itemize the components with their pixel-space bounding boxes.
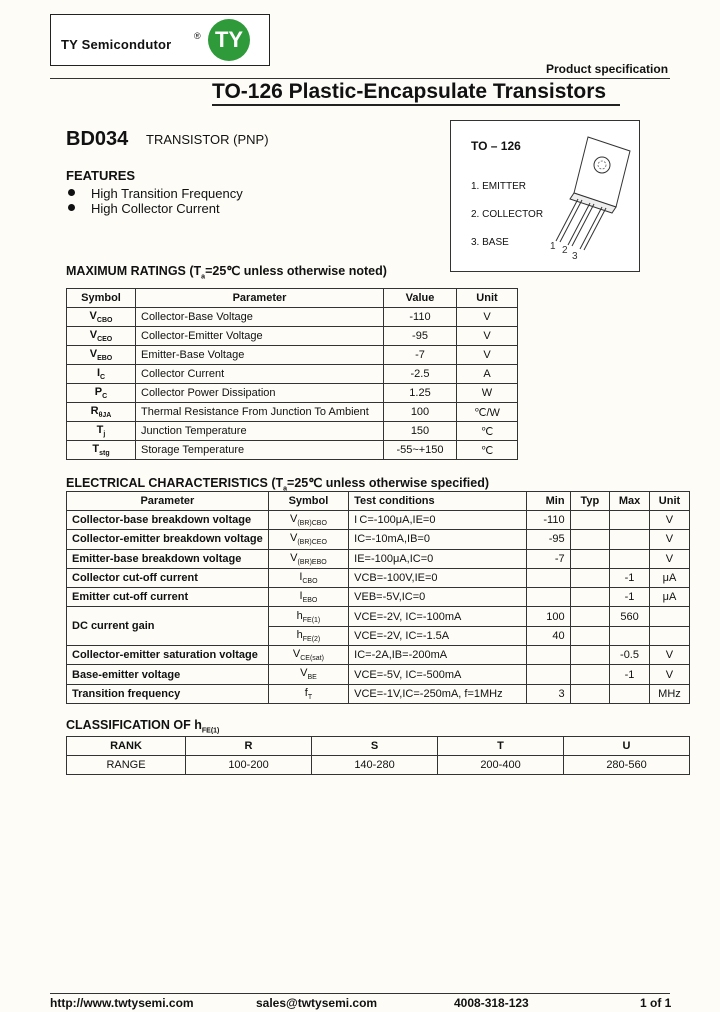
symbol-cell: $I_{CBO}$ — [268, 568, 348, 587]
table-row — [67, 737, 690, 756]
condition-cell: VCE=-2V, IC=-100mA — [349, 607, 527, 626]
max-ratings-heading: MAXIMUM RATINGS ($T_a=25℃$ unless otherwise noted) — [66, 264, 387, 281]
min-cell: 40 — [527, 626, 570, 645]
pin-label: 2. COLLECTOR — [471, 209, 544, 220]
max-cell: 560 — [610, 607, 650, 626]
max-cell — [610, 684, 650, 703]
symbol-cell: $I_C$ — [67, 365, 136, 384]
symbol-cell: $V_{(BR)CBO}$ — [268, 511, 348, 530]
logo-mark: TY — [208, 19, 250, 61]
package-diagram — [450, 120, 640, 272]
column-header: Test conditions — [349, 492, 527, 511]
electrical-characteristics-table — [66, 491, 690, 704]
product-specification-label: Product specification — [546, 62, 669, 76]
pin-label: 1. EMITTER — [471, 181, 527, 192]
unit-cell — [649, 626, 689, 645]
column-header: Min — [527, 492, 570, 511]
symbol-cell: $V_{(BR)CEO}$ — [268, 530, 348, 549]
value-cell: 150 — [384, 422, 457, 441]
symbol-cell: $I_{EBO}$ — [268, 588, 348, 607]
condition-cell: VCE=-5V, IC=-500mA — [349, 665, 527, 684]
min-cell: -7 — [527, 549, 570, 568]
table-row — [67, 346, 518, 365]
max-cell — [610, 549, 650, 568]
electrical-characteristics-heading: ELECTRICAL CHARACTERISTICS ($T_a=25℃$ unless otherwise specified) — [66, 476, 490, 493]
unit-cell: MHz — [649, 684, 689, 703]
parameter-cell: Thermal Resistance From Junction To Ambient — [136, 403, 384, 422]
logo-text: TY Semicondutor — [61, 37, 172, 52]
typ-cell — [570, 607, 610, 626]
min-cell — [527, 646, 570, 665]
table-row — [67, 568, 690, 587]
column-header: Value — [384, 289, 457, 308]
table-row — [67, 588, 690, 607]
value-cell: -110 — [384, 308, 457, 327]
max-cell: -1 — [610, 665, 650, 684]
typ-cell — [570, 588, 610, 607]
symbol-cell: $T_j$ — [67, 422, 136, 441]
unit-cell: A — [457, 365, 518, 384]
column-header: Unit — [457, 289, 518, 308]
bullet-icon — [68, 189, 75, 196]
parameter-cell: DC current gain — [67, 607, 269, 646]
unit-cell: ℃ — [457, 422, 518, 441]
column-header: Max — [610, 492, 650, 511]
unit-cell: V — [457, 308, 518, 327]
rank-cell: R — [186, 737, 312, 756]
parameter-cell: Transition frequency — [67, 684, 269, 703]
value-cell: -95 — [384, 327, 457, 346]
symbol-cell: $V_{CEO}$ — [67, 327, 136, 346]
min-cell: 100 — [527, 607, 570, 626]
unit-cell: μA — [649, 568, 689, 587]
condition-cell: IE=-100μA,IC=0 — [349, 549, 527, 568]
max-cell: -1 — [610, 588, 650, 607]
pin-number-1: 1 — [550, 241, 556, 252]
max-cell — [610, 511, 650, 530]
table-row — [67, 511, 690, 530]
classification-table — [66, 736, 690, 775]
unit-cell: ℃/W — [457, 403, 518, 422]
column-header: Parameter — [67, 492, 269, 511]
parameter-cell: Collector-emitter breakdown voltage — [67, 530, 269, 549]
range-cell: 140-280 — [312, 756, 438, 775]
max-cell: -1 — [610, 568, 650, 587]
condition-cell: IC=-2A,IB=-200mA — [349, 646, 527, 665]
condition-cell: VEB=-5V,IC=0 — [349, 588, 527, 607]
parameter-cell: Base-emitter voltage — [67, 665, 269, 684]
unit-cell: V — [649, 665, 689, 684]
range-cell: 280-560 — [564, 756, 690, 775]
table-row — [67, 403, 518, 422]
condition-cell: VCB=-100V,IE=0 — [349, 568, 527, 587]
range-cell: 200-400 — [438, 756, 564, 775]
table-row — [67, 665, 690, 684]
footer-phone: 4008-318-123 — [454, 996, 529, 1010]
max-cell: -0.5 — [610, 646, 650, 665]
parameter-cell: Storage Temperature — [136, 441, 384, 460]
table-row — [67, 684, 690, 703]
column-header: Symbol — [268, 492, 348, 511]
symbol-cell: $V_{EBO}$ — [67, 346, 136, 365]
symbol-cell: $V_{CE(sat)}$ — [268, 646, 348, 665]
condition-cell: I C=-100μA,IE=0 — [349, 511, 527, 530]
max-cell — [610, 530, 650, 549]
rank-cell: U — [564, 737, 690, 756]
classification-heading: CLASSIFICATION OF $h_{FE(1)}$ — [66, 718, 220, 735]
range-cell: 100-200 — [186, 756, 312, 775]
value-cell: -55~+150 — [384, 441, 457, 460]
pin-number-2: 2 — [562, 245, 568, 256]
table-row — [67, 422, 518, 441]
unit-cell: ℃ — [457, 441, 518, 460]
part-number: BD034 — [66, 128, 129, 150]
symbol-cell: $h_{FE(2)}$ — [268, 626, 348, 645]
parameter-cell: Collector-Emitter Voltage — [136, 327, 384, 346]
unit-cell: W — [457, 384, 518, 403]
bullet-icon — [68, 204, 75, 211]
parameter-cell: Collector-Base Voltage — [136, 308, 384, 327]
min-cell: -110 — [527, 511, 570, 530]
table-row — [67, 308, 518, 327]
rank-cell: S — [312, 737, 438, 756]
value-cell: -2.5 — [384, 365, 457, 384]
parameter-cell: Emitter-Base Voltage — [136, 346, 384, 365]
typ-cell — [570, 549, 610, 568]
features-heading: FEATURES — [66, 168, 136, 183]
unit-cell: V — [457, 346, 518, 365]
symbol-cell: $f_T$ — [268, 684, 348, 703]
footer-divider — [50, 993, 670, 994]
title-underline — [212, 104, 620, 106]
table-row — [67, 365, 518, 384]
parameter-cell: Junction Temperature — [136, 422, 384, 441]
condition-cell: VCE=-2V, IC=-1.5A — [349, 626, 527, 645]
company-logo — [50, 14, 270, 66]
column-header: Typ — [570, 492, 610, 511]
column-header: Symbol — [67, 289, 136, 308]
footer-url-link[interactable]: http://www.twtysemi.com — [50, 996, 194, 1010]
parameter-cell: Collector-base breakdown voltage — [67, 511, 269, 530]
condition-cell: VCE=-1V,IC=-250mA, f=1MHz — [349, 684, 527, 703]
range-label: RANGE — [67, 756, 186, 775]
max-cell — [610, 626, 650, 645]
symbol-cell: $V_{BE}$ — [268, 665, 348, 684]
value-cell: -7 — [384, 346, 457, 365]
symbol-cell: $V_{(BR)EBO}$ — [268, 549, 348, 568]
package-name: TO – 126 — [471, 139, 521, 153]
symbol-cell: $T_{stg}$ — [67, 441, 136, 460]
page-title: TO-126 Plastic-Encapsulate Transistors — [212, 80, 607, 103]
unit-cell: μA — [649, 588, 689, 607]
typ-cell — [570, 530, 610, 549]
symbol-cell: $P_C$ — [67, 384, 136, 403]
parameter-cell: Collector cut-off current — [67, 568, 269, 587]
part-type: TRANSISTOR (PNP) — [146, 132, 269, 147]
typ-cell — [570, 646, 610, 665]
min-cell: 3 — [527, 684, 570, 703]
parameter-cell: Collector Power Dissipation — [136, 384, 384, 403]
pin-number-3: 3 — [572, 251, 578, 262]
value-cell: 100 — [384, 403, 457, 422]
condition-cell: IC=-10mA,IB=0 — [349, 530, 527, 549]
feature-item: High Transition Frequency — [68, 186, 243, 201]
value-cell: 1.25 — [384, 384, 457, 403]
table-row — [67, 549, 690, 568]
feature-item: High Collector Current — [68, 201, 220, 216]
unit-cell: V — [457, 327, 518, 346]
symbol-cell: $h_{FE(1)}$ — [268, 607, 348, 626]
unit-cell: V — [649, 549, 689, 568]
parameter-cell: Collector-emitter saturation voltage — [67, 646, 269, 665]
parameter-cell: Emitter cut-off current — [67, 588, 269, 607]
min-cell: -95 — [527, 530, 570, 549]
unit-cell: V — [649, 511, 689, 530]
typ-cell — [570, 568, 610, 587]
unit-cell: V — [649, 646, 689, 665]
footer-email-link[interactable]: sales@twtysemi.com — [256, 996, 378, 1010]
table-row — [67, 607, 690, 626]
typ-cell — [570, 626, 610, 645]
registered-mark: ® — [194, 31, 201, 41]
parameter-cell: Collector Current — [136, 365, 384, 384]
typ-cell — [570, 511, 610, 530]
typ-cell — [570, 665, 610, 684]
parameter-cell: Emitter-base breakdown voltage — [67, 549, 269, 568]
typ-cell — [570, 684, 610, 703]
header-divider — [50, 78, 670, 79]
table-row — [67, 646, 690, 665]
table-row — [67, 384, 518, 403]
table-row — [67, 441, 518, 460]
unit-cell — [649, 607, 689, 626]
symbol-cell: $R_{\theta JA}$ — [67, 403, 136, 422]
column-header: Unit — [649, 492, 689, 511]
table-row — [67, 327, 518, 346]
rank-label: RANK — [67, 737, 186, 756]
min-cell — [527, 568, 570, 587]
rank-cell: T — [438, 737, 564, 756]
min-cell — [527, 588, 570, 607]
column-header: Parameter — [136, 289, 384, 308]
min-cell — [527, 665, 570, 684]
symbol-cell: $V_{CBO}$ — [67, 308, 136, 327]
pin-label: 3. BASE — [471, 237, 509, 248]
table-row — [67, 530, 690, 549]
transistor-package-icon — [546, 129, 636, 265]
unit-cell: V — [649, 530, 689, 549]
max-ratings-table — [66, 288, 518, 460]
page-number: 1 of 1 — [640, 996, 672, 1010]
table-row — [67, 756, 690, 775]
